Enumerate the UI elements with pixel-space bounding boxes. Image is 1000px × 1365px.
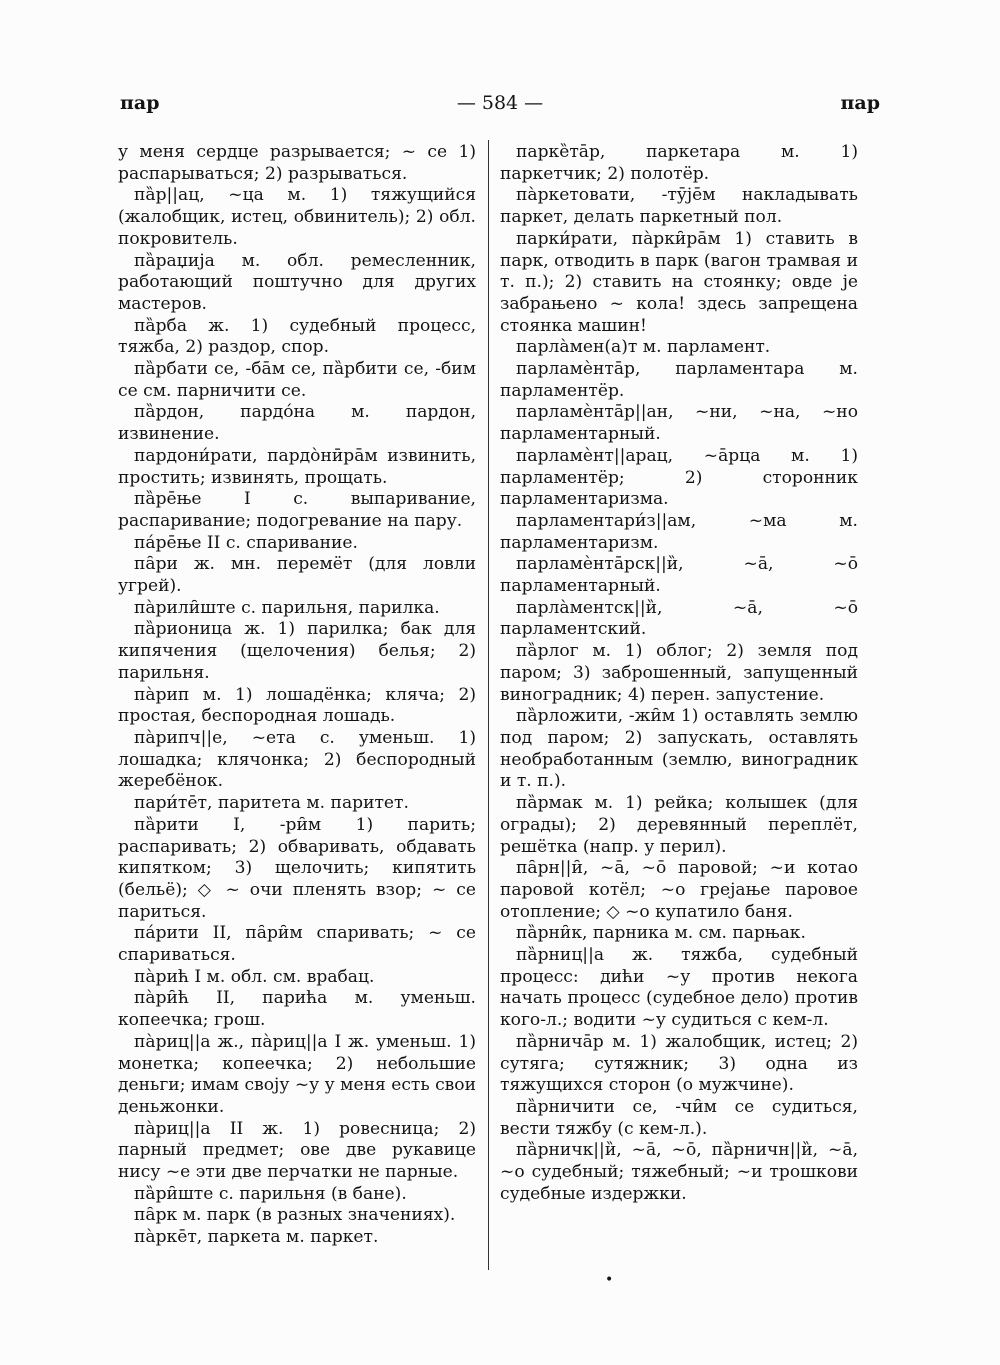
dictionary-entry: па̀риц||а ж., па̀риц||а I ж. уменьш. 1) монетка; копеечка; 2) небольшие деньги; имам своју ~у у меня есть свои деньжонки.	[118, 1031, 476, 1117]
dictionary-entry: па̏рни̑к, парника м. см. парњак.	[516, 923, 806, 944]
dictionary-entry: пардони́рати, пардо̀нӣра̄м извинить, простить; извинять, прощать.	[118, 445, 476, 488]
dictionary-entry: парла̀ментск||и̏, ~а̄, ~о̄ парламентский.	[500, 597, 858, 640]
column-divider	[488, 140, 489, 1270]
right-column	[500, 142, 858, 1205]
dictionary-entry: па̏р||ац, ~ца м. 1) тяжущийся (жалобщик, истец, обвинитель); 2) обл. покровитель.	[118, 185, 476, 249]
dictionary-entry: парламѐнт||арац, ~а̄рца м. 1) парламентёр; 2) сторонник парламентаризма.	[500, 445, 858, 510]
dictionary-entry: па̏рионица ж. 1) парилка; бак для кипячения (щелочения) белья; 2) парильня.	[118, 619, 476, 683]
dictionary-entry: па̀рић I м. обл. см. врабац.	[134, 966, 375, 987]
dictionary-entry: па̏рниц||а ж. тяжба, судебный процесс: дићи ~у против некога начать процесс (судебное дело) против кого-л.; водити ~у судиться с кем-л.	[500, 945, 858, 1031]
dictionary-entry: па̏рничк||и̏, ~а̄, ~о̄, па̏рничн||и̏, ~а̄, ~о судебный; тяжебный; ~и трошкови судебные издержки.	[500, 1140, 858, 1204]
dictionary-entry: па̀рип м. 1) лошадёнка; кляча; 2) простая, беспородная лошадь.	[118, 684, 476, 727]
dictionary-entry: па̏рдон, пардо́на м. пардон, извинение.	[118, 402, 476, 445]
dictionary-entry: парламентари́з||ам, ~ма м. парламентаризм.	[500, 510, 858, 553]
dictionary-entry: па̏рба ж. 1) судебный процесс, тяжба, 2) раздор, спор.	[118, 315, 476, 358]
bullet-mark: •	[605, 1272, 614, 1288]
dictionary-entry: па̀риц||а II ж. 1) ровесница; 2) парный предмет; ове две рукавице нису ~е эти две перчатки не парные.	[118, 1118, 476, 1183]
dictionary-entry: па̏рлог м. 1) облог; 2) земля под паром; 3) заброшенный, запущенный виноградник; 4) перен. запустение.	[500, 641, 858, 705]
dictionary-entry: па́рити II, па̑ри̑м спаривать; ~ се спариваться.	[118, 923, 476, 966]
dictionary-entry: па̑рк м. парк (в разных значениях).	[134, 1205, 456, 1226]
dictionary-entry: па̑рн||и̑, ~а̄, ~о̄ паровой; ~и котао паровой котёл; ~о грејање паровое отопление; ◇ ~о купатило баня.	[500, 858, 858, 922]
dictionary-entry: па̏рничити се, -чи̑м се судиться, вести тяжбу (с кем-л.).	[500, 1096, 858, 1139]
dictionary-entry: па̏рнича̄р м. 1) жалобщик, истец; 2) сутяга; сутяжник; 3) одна из тяжущихся сторон (о мужчине).	[500, 1031, 858, 1096]
dictionary-entry: па̀ркетовати, -тӯје̄м накладывать паркет, делать паркетный пол.	[500, 185, 858, 228]
dictionary-entry: парки́рати, па̀рки̑ра̄м 1) ставить в парк, отводить в парк (вагон трамвая и т. п.); 2) ставить на стоянку; овде је забрањено ~ кола! здесь запрещена стоянка машин!	[500, 228, 858, 336]
dictionary-entry: па̏рити I, -ри̑м 1) парить; распаривать; 2) обваривать, обдавать кипятком; 3) щелочить; кипятить (бельё); ◇ ~ очи пленять взор; ~ се париться.	[118, 814, 476, 922]
dictionary-entry: па̑ри ж. мн. перемёт (для ловли угрей).	[118, 554, 476, 597]
dictionary-entry: парке̏та̄р, паркетара м. 1) паркетчик; 2) полотёр.	[500, 142, 858, 184]
page-number: — 584 —	[456, 92, 544, 114]
dictionary-entry: па́ре̄ње II с. спаривание.	[134, 532, 358, 553]
dictionary-entry: па̀рипч||е, ~ета с. уменьш. 1) лошадка; клячонка; 2) беспородный жеребёнок.	[118, 727, 476, 792]
dictionary-entry: па̏ре̄ње I с. выпаривание, распаривание; подогревание на пару.	[118, 489, 476, 531]
dictionary-entry: пари́те̄т, паритета м. паритет.	[134, 793, 409, 814]
dictionary-entry: парламѐнта̄рск||и̏, ~а̄, ~о̄ парламентарный.	[500, 554, 858, 597]
dictionary-entry: па̏рложити, -жи̑м 1) оставлять землю под паром; 2) запускать, оставлять необработанным (землю, виноградник и т. п.).	[500, 706, 858, 792]
dictionary-entry: па̀рке̄т, паркета м. паркет.	[134, 1227, 379, 1248]
left-column	[118, 142, 476, 1249]
dictionary-entry: па̏рмак м. 1) рейка; колышек (для ограды); 2) деревянный переплёт, решётка (напр. у перил).	[500, 793, 858, 857]
dictionary-entry: па̏раџија м. обл. ремесленник, работающий поштучно для других мастеров.	[118, 250, 476, 314]
dictionary-entry: па̀ри̑ћ II, парића м. уменьш. копеечка; грош.	[118, 988, 476, 1031]
dictionary-entry: па̏ри̑ште с. парильня (в бане).	[134, 1183, 407, 1204]
dictionary-entry: у меня сердце разрывается; ~ се 1) распарываться; 2) разрываться.	[118, 142, 476, 184]
dictionary-entry: парламѐнта̄р, парламентара м. парламентёр.	[500, 359, 858, 401]
dictionary-entry: па̀рили̑ште с. парильня, парилка.	[134, 597, 440, 618]
dictionary-entry: парламѐнта̄р||ан, ~ни, ~на, ~но парламентарный.	[500, 402, 858, 445]
running-head-right: пар	[840, 92, 880, 114]
running-head-left: пар	[120, 92, 160, 114]
dictionary-entry: парла̀мен(а)т м. парламент.	[516, 337, 771, 358]
dictionary-entry: па̏рбати се, -ба̄м се, па̏рбити се, -бим се см. парничити се.	[118, 359, 476, 401]
